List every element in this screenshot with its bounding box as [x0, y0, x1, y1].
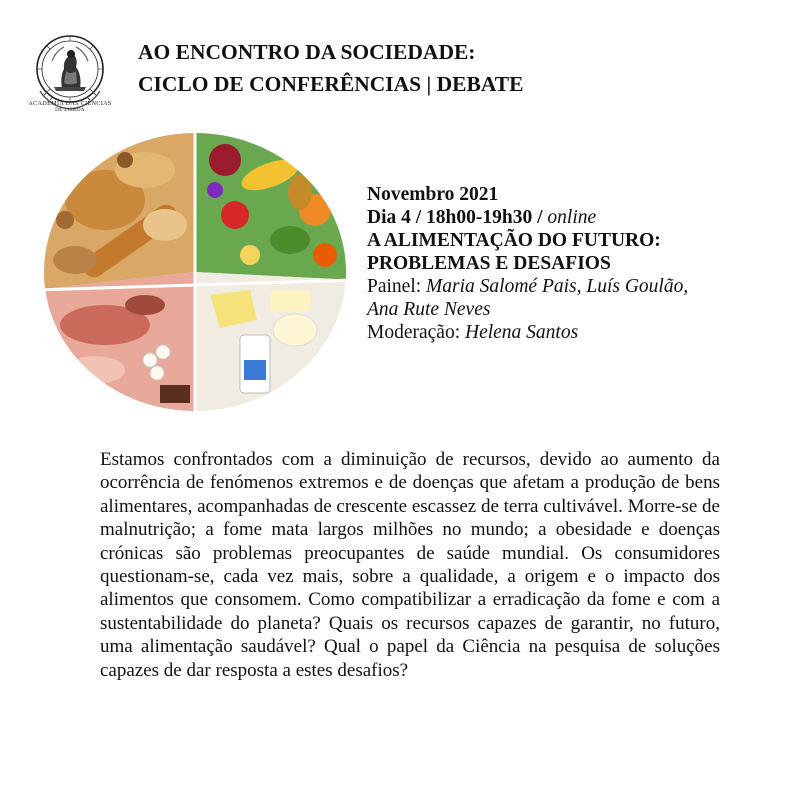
panel-names-line-1: Maria Salomé Pais, Luís Goulão,	[426, 276, 689, 297]
event-date-time: Dia 4 / 18h00-19h30 /	[367, 207, 543, 228]
header-line-2: CICLO DE CONFERÊNCIAS | DEBATE	[138, 72, 524, 96]
event-moderation-line	[367, 321, 688, 344]
logo-caption-sub: DE LISBOA	[55, 107, 85, 113]
event-date-line	[367, 206, 688, 229]
page-header	[138, 36, 523, 100]
moderator-name: Helena Santos	[465, 322, 579, 343]
event-title-line-2: PROBLEMAS E DESAFIOS	[367, 253, 611, 274]
moderation-label: Moderação:	[367, 322, 461, 343]
event-mode: online	[547, 207, 597, 228]
event-title-line-1: A ALIMENTAÇÃO DO FUTURO:	[367, 230, 661, 251]
event-info	[367, 183, 688, 344]
logo-caption	[22, 100, 118, 114]
food-wheel-illustration	[35, 130, 355, 415]
event-panel-line	[367, 275, 688, 298]
header-line-1: AO ENCONTRO DA SOCIEDADE:	[138, 40, 476, 64]
logo-caption-main: ACADEMIA DAS CIÊNCIAS	[28, 100, 112, 107]
event-month: Novembro 2021	[367, 184, 499, 205]
panel-label: Painel:	[367, 276, 422, 297]
panel-names-line-2: Ana Rute Neves	[367, 299, 491, 320]
description-paragraph: Estamos confrontados com a diminuição de recursos, devido ao aumento da ocorrência de fenómenos extremos e de doenças que afetam a produção de bens alimentares, acompanhadas de crescente escassez de terra cultivável. Morre-se de malnutrição; a fome mata largos milhões no mundo; a obesidade e doenças crónicas são problemas preocupantes de saúde mundial. Os consumidores questionam-se, cada vez mais, sobre a qualidade, a origem e o impacto dos alimentos que consomem. Como compatibilizar a erradicação da fome e com a sustentabilidade do planeta? Quais os recursos capazes de garantir, no futuro, uma alimentação saudável? Qual o papel da Ciência na pesquisa de soluções capazes de dar resposta a estes desafios?	[100, 449, 720, 681]
